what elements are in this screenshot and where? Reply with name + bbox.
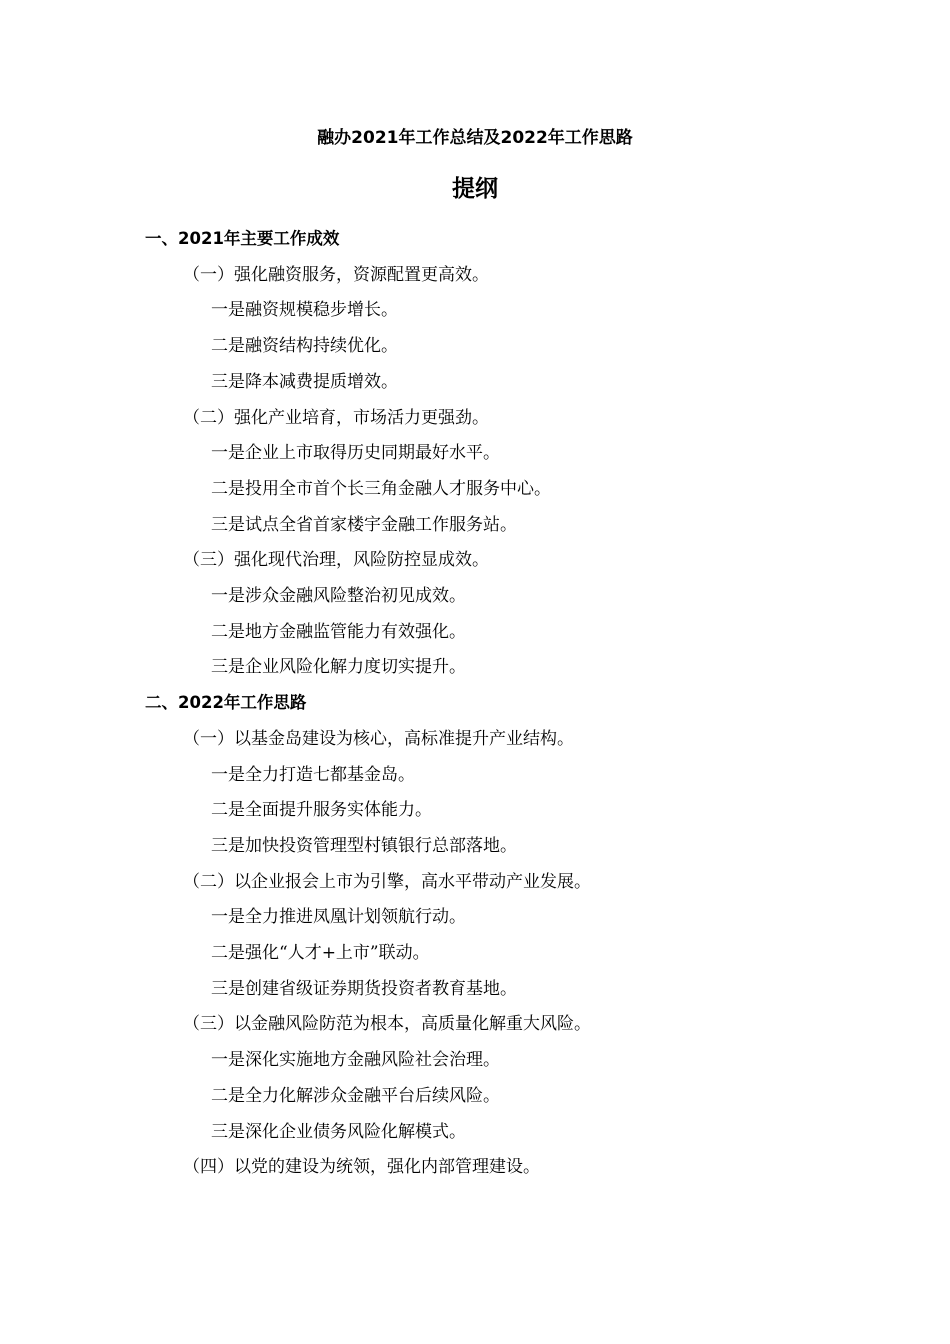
outline-item: 三是企业风险化解力度切实提升。 bbox=[211, 657, 466, 678]
outline-item: 二是全力化解涉众金融平台后续风险。 bbox=[211, 1085, 500, 1106]
outline-item: 二是全面提升服务实体能力。 bbox=[211, 800, 432, 821]
subsection-heading: （一）以基金岛建设为核心，高标准提升产业结构。 bbox=[183, 728, 574, 749]
outline-item: 三是深化企业债务风险化解模式。 bbox=[211, 1121, 466, 1142]
outline-item: 三是创建省级证券期货投资者教育基地。 bbox=[211, 978, 517, 999]
outline-item: 一是企业上市取得历史同期最好水平。 bbox=[211, 443, 500, 464]
outline-item: 二是强化“人才+上市”联动。 bbox=[211, 943, 430, 963]
outline-item: 三是试点全省首家楼宇金融工作服务站。 bbox=[211, 514, 517, 535]
outline-item: 二是融资结构持续优化。 bbox=[211, 336, 398, 357]
subsection-heading: （一）强化融资服务，资源配置更高效。 bbox=[183, 264, 489, 285]
outline-item: 一是全力推进凤凰计划领航行动。 bbox=[211, 907, 466, 928]
outline-item: 三是降本减费提质增效。 bbox=[211, 371, 398, 392]
outline-item: 二是投用全市首个长三角金融人才服务中心。 bbox=[211, 478, 551, 499]
subsection-heading: （三）以金融风险防范为根本，高质量化解重大风险。 bbox=[183, 1014, 591, 1035]
section-heading: 一、2021年主要工作成效 bbox=[145, 229, 340, 248]
outline-item: 二是地方金融监管能力有效强化。 bbox=[211, 621, 466, 642]
document-subtitle: 提纲 bbox=[452, 176, 498, 202]
subsection-heading: （二）以企业报会上市为引擎，高水平带动产业发展。 bbox=[183, 871, 591, 892]
subsection-heading: （二）强化产业培育，市场活力更强劲。 bbox=[183, 407, 489, 428]
section-heading: 二、2022年工作思路 bbox=[145, 693, 307, 713]
outline-item: 一是深化实施地方金融风险社会治理。 bbox=[211, 1050, 500, 1071]
outline-item: 一是融资规模稳步增长。 bbox=[211, 300, 398, 321]
subsection-heading: （三）强化现代治理，风险防控显成效。 bbox=[183, 550, 489, 571]
subsection-heading: （四）以党的建设为统领，强化内部管理建设。 bbox=[183, 1157, 540, 1178]
outline-item: 三是加快投资管理型村镇银行总部落地。 bbox=[211, 835, 517, 856]
document-title: 融办2021年工作总结及2022年工作思路 bbox=[317, 128, 633, 148]
outline-item: 一是全力打造七都基金岛。 bbox=[211, 764, 415, 785]
outline-item: 一是涉众金融风险整治初见成效。 bbox=[211, 586, 466, 606]
